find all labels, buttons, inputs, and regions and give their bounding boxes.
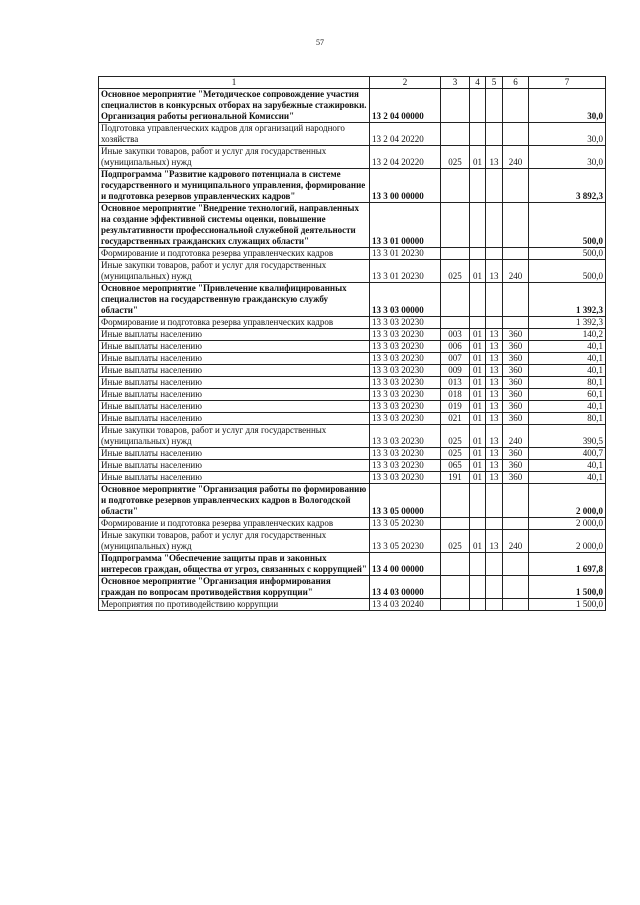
subsection-code-cell: 13 xyxy=(486,448,503,460)
item-name-cell: Формирование и подготовка резерва управленческих кадров xyxy=(99,518,370,530)
table-row xyxy=(99,401,606,413)
expense-type-cell: 360 xyxy=(503,365,529,377)
table-row xyxy=(99,260,606,283)
table-row xyxy=(99,599,606,611)
table-row xyxy=(99,518,606,530)
section-code-cell: 01 xyxy=(470,425,486,448)
amount-cell: 140,2 xyxy=(529,329,606,341)
table-row xyxy=(99,413,606,425)
expense-type-cell xyxy=(503,283,529,317)
item-name-cell: Основное мероприятие "Внедрение технологий, направленных на создание эффективной системы оценки, повышение результативности профессиональной служебной деятельности государственных гражданских служащих области" xyxy=(99,203,370,248)
chapter-code-cell: 025 xyxy=(441,425,470,448)
amount-cell: 500,0 xyxy=(529,248,606,260)
amount-cell: 40,1 xyxy=(529,401,606,413)
item-name-cell: Иные выплаты населению xyxy=(99,413,370,425)
chapter-code-cell xyxy=(441,576,470,599)
chapter-code-cell: 065 xyxy=(441,460,470,472)
table-row xyxy=(99,248,606,260)
table-row xyxy=(99,425,606,448)
target-code-cell: 13 3 03 20230 xyxy=(370,353,441,365)
target-code-cell: 13 3 05 20230 xyxy=(370,530,441,553)
amount-cell: 390,5 xyxy=(529,425,606,448)
section-code-cell xyxy=(470,553,486,576)
amount-cell: 40,1 xyxy=(529,460,606,472)
table-row xyxy=(99,389,606,401)
subsection-code-cell: 13 xyxy=(486,530,503,553)
amount-cell: 80,1 xyxy=(529,377,606,389)
subsection-code-cell xyxy=(486,553,503,576)
item-name-cell: Подготовка управленческих кадров для организаций народного хозяйства xyxy=(99,123,370,146)
expense-type-cell: 360 xyxy=(503,401,529,413)
subsection-code-cell xyxy=(486,599,503,611)
chapter-code-cell xyxy=(441,599,470,611)
target-code-cell: 13 4 00 00000 xyxy=(370,553,441,576)
table-row xyxy=(99,472,606,484)
amount-cell: 500,0 xyxy=(529,260,606,283)
item-name-cell: Иные закупки товаров, работ и услуг для государственных (муниципальных) нужд xyxy=(99,260,370,283)
table-row xyxy=(99,553,606,576)
table-row xyxy=(99,484,606,518)
item-name-cell: Иные выплаты населению xyxy=(99,353,370,365)
target-code-cell: 13 3 03 20230 xyxy=(370,413,441,425)
target-code-cell: 13 3 03 20230 xyxy=(370,425,441,448)
header-cell: 2 xyxy=(370,77,441,89)
amount-cell: 60,1 xyxy=(529,389,606,401)
section-code-cell: 01 xyxy=(470,329,486,341)
item-name-cell: Иные выплаты населению xyxy=(99,341,370,353)
section-code-cell xyxy=(470,123,486,146)
expense-type-cell xyxy=(503,248,529,260)
section-code-cell xyxy=(470,248,486,260)
header-cell: 3 xyxy=(441,77,470,89)
subsection-code-cell: 13 xyxy=(486,260,503,283)
item-name-cell: Мероприятия по противодействию коррупции xyxy=(99,599,370,611)
subsection-code-cell xyxy=(486,576,503,599)
header-cell: 1 xyxy=(99,77,370,89)
item-name-cell: Иные выплаты населению xyxy=(99,329,370,341)
subsection-code-cell xyxy=(486,123,503,146)
item-name-cell: Подпрограмма "Обеспечение защиты прав и законных интересов граждан, общества от угроз, связанных с коррупцией" xyxy=(99,553,370,576)
expense-type-cell xyxy=(503,553,529,576)
item-name-cell: Основное мероприятие "Привлечение квалифицированных специалистов на государственную гражданскую службу области" xyxy=(99,283,370,317)
target-code-cell: 13 3 03 20230 xyxy=(370,472,441,484)
chapter-code-cell xyxy=(441,518,470,530)
section-code-cell xyxy=(470,518,486,530)
item-name-cell: Иные выплаты населению xyxy=(99,389,370,401)
item-name-cell: Иные выплаты населению xyxy=(99,365,370,377)
chapter-code-cell xyxy=(441,123,470,146)
item-name-cell: Иные выплаты населению xyxy=(99,448,370,460)
subsection-code-cell: 13 xyxy=(486,329,503,341)
table-row xyxy=(99,341,606,353)
amount-cell: 40,1 xyxy=(529,365,606,377)
amount-cell: 1 392,3 xyxy=(529,283,606,317)
chapter-code-cell: 007 xyxy=(441,353,470,365)
subsection-code-cell xyxy=(486,484,503,518)
chapter-code-cell xyxy=(441,317,470,329)
amount-cell: 1 500,0 xyxy=(529,576,606,599)
amount-cell: 400,7 xyxy=(529,448,606,460)
expense-type-cell: 360 xyxy=(503,389,529,401)
section-code-cell: 01 xyxy=(470,146,486,169)
amount-cell: 40,1 xyxy=(529,341,606,353)
expense-type-cell xyxy=(503,599,529,611)
chapter-code-cell: 018 xyxy=(441,389,470,401)
section-code-cell: 01 xyxy=(470,341,486,353)
section-code-cell xyxy=(470,599,486,611)
expense-type-cell xyxy=(503,484,529,518)
expense-type-cell: 360 xyxy=(503,341,529,353)
chapter-code-cell: 025 xyxy=(441,260,470,283)
section-code-cell xyxy=(470,317,486,329)
amount-cell: 2 000,0 xyxy=(529,484,606,518)
expense-type-cell xyxy=(503,89,529,123)
amount-cell: 80,1 xyxy=(529,413,606,425)
expense-type-cell: 360 xyxy=(503,329,529,341)
table-row xyxy=(99,283,606,317)
table-row xyxy=(99,123,606,146)
item-name-cell: Иные закупки товаров, работ и услуг для государственных (муниципальных) нужд xyxy=(99,530,370,553)
item-name-cell: Иные закупки товаров, работ и услуг для государственных (муниципальных) нужд xyxy=(99,425,370,448)
expense-type-cell xyxy=(503,169,529,203)
amount-cell: 40,1 xyxy=(529,472,606,484)
chapter-code-cell xyxy=(441,484,470,518)
target-code-cell: 13 2 04 20220 xyxy=(370,123,441,146)
section-code-cell: 01 xyxy=(470,377,486,389)
chapter-code-cell xyxy=(441,169,470,203)
expense-type-cell: 360 xyxy=(503,413,529,425)
target-code-cell: 13 3 01 20230 xyxy=(370,260,441,283)
table-row xyxy=(99,146,606,169)
section-code-cell: 01 xyxy=(470,530,486,553)
table-row xyxy=(99,448,606,460)
target-code-cell: 13 2 04 20220 xyxy=(370,146,441,169)
amount-cell: 3 892,3 xyxy=(529,169,606,203)
target-code-cell: 13 3 03 20230 xyxy=(370,377,441,389)
amount-cell: 1 697,8 xyxy=(529,553,606,576)
item-name-cell: Иные закупки товаров, работ и услуг для государственных (муниципальных) нужд xyxy=(99,146,370,169)
chapter-code-cell: 021 xyxy=(441,413,470,425)
expense-type-cell: 240 xyxy=(503,530,529,553)
section-code-cell: 01 xyxy=(470,448,486,460)
table-row xyxy=(99,329,606,341)
table-row xyxy=(99,576,606,599)
subsection-code-cell xyxy=(486,89,503,123)
section-code-cell: 01 xyxy=(470,413,486,425)
expense-type-cell: 240 xyxy=(503,425,529,448)
item-name-cell: Иные выплаты населению xyxy=(99,460,370,472)
table-row xyxy=(99,89,606,123)
amount-cell: 2 000,0 xyxy=(529,518,606,530)
section-code-cell xyxy=(470,89,486,123)
item-name-cell: Иные выплаты населению xyxy=(99,472,370,484)
header-cell: 6 xyxy=(503,77,529,89)
chapter-code-cell xyxy=(441,248,470,260)
table-row xyxy=(99,460,606,472)
target-code-cell: 13 2 04 00000 xyxy=(370,89,441,123)
target-code-cell: 13 3 05 00000 xyxy=(370,484,441,518)
chapter-code-cell: 025 xyxy=(441,448,470,460)
section-code-cell: 01 xyxy=(470,389,486,401)
chapter-code-cell xyxy=(441,553,470,576)
subsection-code-cell xyxy=(486,518,503,530)
target-code-cell: 13 3 03 20230 xyxy=(370,401,441,413)
target-code-cell: 13 3 03 20230 xyxy=(370,448,441,460)
expense-type-cell: 240 xyxy=(503,146,529,169)
expense-type-cell xyxy=(503,518,529,530)
page-number: 57 xyxy=(316,38,324,47)
amount-cell: 30,0 xyxy=(529,146,606,169)
target-code-cell: 13 3 01 20230 xyxy=(370,248,441,260)
table-row xyxy=(99,169,606,203)
expense-type-cell: 240 xyxy=(503,260,529,283)
section-code-cell xyxy=(470,484,486,518)
item-name-cell: Формирование и подготовка резерва управленческих кадров xyxy=(99,317,370,329)
chapter-code-cell xyxy=(441,203,470,248)
header-cell: 7 xyxy=(529,77,606,89)
subsection-code-cell: 13 xyxy=(486,365,503,377)
section-code-cell: 01 xyxy=(470,365,486,377)
chapter-code-cell xyxy=(441,89,470,123)
expense-type-cell: 360 xyxy=(503,460,529,472)
chapter-code-cell: 013 xyxy=(441,377,470,389)
chapter-code-cell: 006 xyxy=(441,341,470,353)
target-code-cell: 13 3 03 20230 xyxy=(370,365,441,377)
target-code-cell: 13 3 03 20230 xyxy=(370,317,441,329)
subsection-code-cell: 13 xyxy=(486,413,503,425)
subsection-code-cell: 13 xyxy=(486,377,503,389)
subsection-code-cell xyxy=(486,283,503,317)
subsection-code-cell: 13 xyxy=(486,401,503,413)
subsection-code-cell: 13 xyxy=(486,146,503,169)
section-code-cell xyxy=(470,283,486,317)
subsection-code-cell: 13 xyxy=(486,341,503,353)
expense-type-cell xyxy=(503,203,529,248)
item-name-cell: Основное мероприятие "Организация информирования граждан по вопросам противодействия коррупции" xyxy=(99,576,370,599)
section-code-cell xyxy=(470,169,486,203)
section-code-cell: 01 xyxy=(470,401,486,413)
section-code-cell: 01 xyxy=(470,353,486,365)
expense-type-cell xyxy=(503,123,529,146)
expense-type-cell: 360 xyxy=(503,448,529,460)
chapter-code-cell: 003 xyxy=(441,329,470,341)
amount-cell: 30,0 xyxy=(529,89,606,123)
table-row xyxy=(99,530,606,553)
item-name-cell: Иные выплаты населению xyxy=(99,377,370,389)
table-row xyxy=(99,365,606,377)
section-code-cell: 01 xyxy=(470,472,486,484)
chapter-code-cell: 019 xyxy=(441,401,470,413)
expense-type-cell: 360 xyxy=(503,377,529,389)
subsection-code-cell xyxy=(486,169,503,203)
amount-cell: 500,0 xyxy=(529,203,606,248)
expense-type-cell xyxy=(503,576,529,599)
table-row xyxy=(99,353,606,365)
item-name-cell: Иные выплаты населению xyxy=(99,401,370,413)
target-code-cell: 13 3 03 20230 xyxy=(370,460,441,472)
subsection-code-cell xyxy=(486,203,503,248)
subsection-code-cell: 13 xyxy=(486,353,503,365)
amount-cell: 1 392,3 xyxy=(529,317,606,329)
subsection-code-cell xyxy=(486,317,503,329)
subsection-code-cell: 13 xyxy=(486,389,503,401)
target-code-cell: 13 3 03 20230 xyxy=(370,389,441,401)
table-row xyxy=(99,317,606,329)
target-code-cell: 13 3 05 20230 xyxy=(370,518,441,530)
target-code-cell: 13 3 03 00000 xyxy=(370,283,441,317)
target-code-cell: 13 3 00 00000 xyxy=(370,169,441,203)
header-cell: 4 xyxy=(470,77,486,89)
chapter-code-cell: 191 xyxy=(441,472,470,484)
expense-type-cell xyxy=(503,317,529,329)
target-code-cell: 13 3 01 00000 xyxy=(370,203,441,248)
amount-cell: 40,1 xyxy=(529,353,606,365)
target-code-cell: 13 3 03 20230 xyxy=(370,329,441,341)
amount-cell: 30,0 xyxy=(529,123,606,146)
chapter-code-cell: 009 xyxy=(441,365,470,377)
table-row xyxy=(99,203,606,248)
table-row xyxy=(99,377,606,389)
target-code-cell: 13 4 03 20240 xyxy=(370,599,441,611)
amount-cell: 1 500,0 xyxy=(529,599,606,611)
subsection-code-cell: 13 xyxy=(486,460,503,472)
expense-type-cell: 360 xyxy=(503,472,529,484)
chapter-code-cell: 025 xyxy=(441,146,470,169)
expense-type-cell: 360 xyxy=(503,353,529,365)
subsection-code-cell: 13 xyxy=(486,472,503,484)
section-code-cell xyxy=(470,576,486,599)
item-name-cell: Основное мероприятие "Методическое сопровождение участия специалистов в конкурсных отборах на зарубежные стажировки. Организация работы региональной Комиссии" xyxy=(99,89,370,123)
target-code-cell: 13 4 03 00000 xyxy=(370,576,441,599)
target-code-cell: 13 3 03 20230 xyxy=(370,341,441,353)
header-cell: 5 xyxy=(486,77,503,89)
item-name-cell: Формирование и подготовка резерва управленческих кадров xyxy=(99,248,370,260)
subsection-code-cell xyxy=(486,248,503,260)
table-header-row xyxy=(99,77,606,89)
section-code-cell: 01 xyxy=(470,460,486,472)
amount-cell: 2 000,0 xyxy=(529,530,606,553)
chapter-code-cell: 025 xyxy=(441,530,470,553)
section-code-cell: 01 xyxy=(470,260,486,283)
chapter-code-cell xyxy=(441,283,470,317)
section-code-cell xyxy=(470,203,486,248)
budget-table xyxy=(98,76,606,611)
item-name-cell: Основное мероприятие "Организация работы по формированию и подготовке резервов управленческих кадров в Вологодской области" xyxy=(99,484,370,518)
subsection-code-cell: 13 xyxy=(486,425,503,448)
item-name-cell: Подпрограмма "Развитие кадрового потенциала в системе государственного и муниципального управления, формирование и подготовка резервов управленческих кадров" xyxy=(99,169,370,203)
